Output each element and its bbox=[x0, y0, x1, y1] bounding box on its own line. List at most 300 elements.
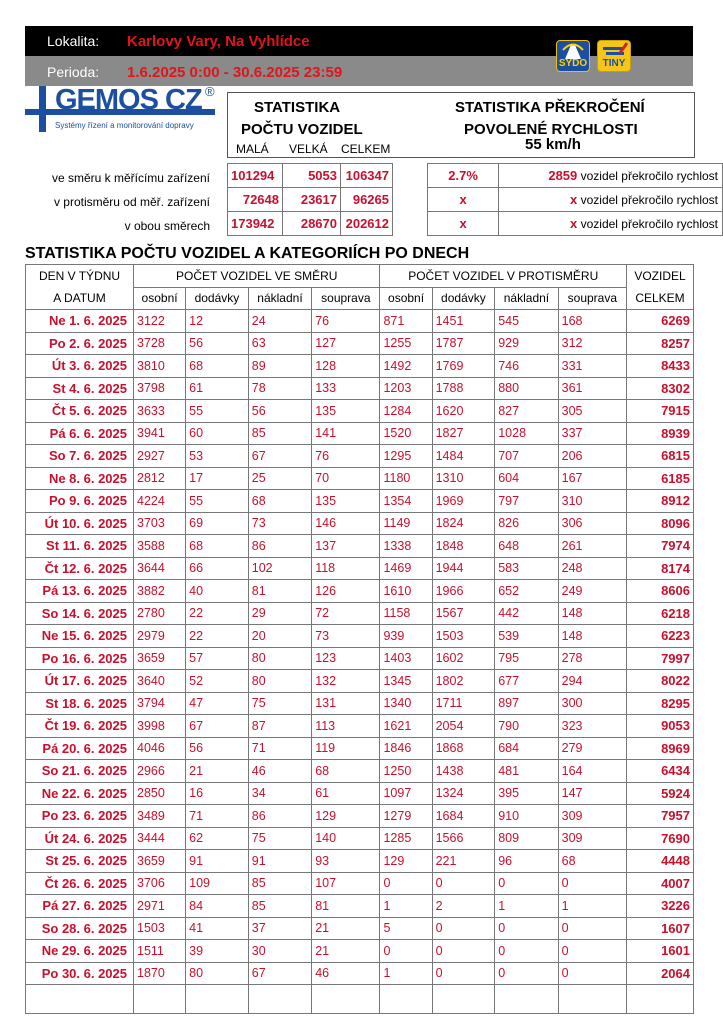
count-cell: 3882 bbox=[134, 580, 186, 603]
count-cell: 827 bbox=[495, 400, 558, 423]
count-cell: 648 bbox=[495, 535, 558, 558]
count-cell: 61 bbox=[186, 377, 249, 400]
count-cell: 2812 bbox=[134, 467, 186, 490]
summary-label-both: v obou směrech bbox=[124, 219, 210, 233]
count-cell: 78 bbox=[248, 377, 311, 400]
total-cell: 7974 bbox=[627, 535, 694, 558]
date-cell: Pá 20. 6. 2025 bbox=[26, 737, 134, 760]
count-cell: 0 bbox=[380, 872, 432, 895]
table-row bbox=[26, 310, 694, 333]
count-cell: 1503 bbox=[432, 625, 495, 648]
col-mala: MALÁ bbox=[236, 142, 269, 156]
count-cell: 1 bbox=[380, 962, 432, 985]
count-cell: 331 bbox=[558, 355, 626, 378]
count-cell: 128 bbox=[312, 355, 380, 378]
count-cell: 1158 bbox=[380, 602, 432, 625]
table-row bbox=[26, 490, 694, 513]
count-cell: 34 bbox=[248, 782, 311, 805]
count-cell: 73 bbox=[312, 625, 380, 648]
table-row bbox=[26, 962, 694, 985]
date-cell: Pá 27. 6. 2025 bbox=[26, 895, 134, 918]
count-cell: 1345 bbox=[380, 670, 432, 693]
count-cell: 109 bbox=[186, 872, 249, 895]
table-row bbox=[26, 625, 694, 648]
count-cell: 3659 bbox=[134, 647, 186, 670]
count-cell: 41 bbox=[186, 917, 249, 940]
count-cell: 5 bbox=[380, 917, 432, 940]
date-cell: Čt 12. 6. 2025 bbox=[26, 557, 134, 580]
count-cell: 3659 bbox=[134, 850, 186, 873]
date-cell: Po 2. 6. 2025 bbox=[26, 332, 134, 355]
celkem-value: 202612 bbox=[341, 212, 393, 236]
count-cell: 707 bbox=[495, 445, 558, 468]
count-cell: 91 bbox=[186, 850, 249, 873]
mala-value: 101294 bbox=[228, 164, 283, 188]
count-cell: 164 bbox=[558, 760, 626, 783]
count-cell: 24 bbox=[248, 310, 311, 333]
count-cell: 1567 bbox=[432, 602, 495, 625]
count-cell: 76 bbox=[312, 445, 380, 468]
count-cell: 70 bbox=[312, 467, 380, 490]
count-cell: 129 bbox=[380, 850, 432, 873]
date-cell: So 14. 6. 2025 bbox=[26, 602, 134, 625]
count-cell: 123 bbox=[312, 647, 380, 670]
count-cell: 3810 bbox=[134, 355, 186, 378]
daily-table-title: STATISTIKA POČTU VOZIDEL A KATEGORIÍCH PO DNECH bbox=[25, 245, 470, 262]
date-cell: So 28. 6. 2025 bbox=[26, 917, 134, 940]
head-total-2: CELKEM bbox=[627, 287, 694, 310]
count-cell: 3644 bbox=[134, 557, 186, 580]
speed-count: x bbox=[570, 216, 578, 231]
count-cell: 21 bbox=[186, 760, 249, 783]
count-cell: 55 bbox=[186, 400, 249, 423]
table-row bbox=[26, 715, 694, 738]
table-row bbox=[26, 670, 694, 693]
sydo-logo-icon bbox=[556, 40, 590, 72]
table-row bbox=[26, 512, 694, 535]
total-cell: 6223 bbox=[627, 625, 694, 648]
count-cell: 85 bbox=[248, 422, 311, 445]
speed-count: 2859 bbox=[548, 168, 578, 183]
count-cell: 261 bbox=[558, 535, 626, 558]
count-summary-table bbox=[227, 163, 393, 236]
count-cell: 167 bbox=[558, 467, 626, 490]
count-cell: 0 bbox=[495, 940, 558, 963]
subcol: souprava bbox=[312, 287, 380, 310]
count-cell: 2971 bbox=[134, 895, 186, 918]
count-cell: 56 bbox=[186, 332, 249, 355]
count-cell: 1520 bbox=[380, 422, 432, 445]
count-cell: 1802 bbox=[432, 670, 495, 693]
total-cell: 4448 bbox=[627, 850, 694, 873]
total-cell: 1601 bbox=[627, 940, 694, 963]
count-cell: 1787 bbox=[432, 332, 495, 355]
period-label: Perioda: bbox=[47, 64, 100, 80]
count-cell: 146 bbox=[312, 512, 380, 535]
count-cell: 12 bbox=[186, 310, 249, 333]
total-cell: 8096 bbox=[627, 512, 694, 535]
table-row bbox=[26, 692, 694, 715]
count-cell: 539 bbox=[495, 625, 558, 648]
table-row bbox=[26, 400, 694, 423]
count-cell: 337 bbox=[558, 422, 626, 445]
total-cell: 7915 bbox=[627, 400, 694, 423]
mala-value: 173942 bbox=[228, 212, 283, 236]
total-cell: 8606 bbox=[627, 580, 694, 603]
count-cell: 1438 bbox=[432, 760, 495, 783]
count-cell: 300 bbox=[558, 692, 626, 715]
count-cell: 310 bbox=[558, 490, 626, 513]
count-cell: 294 bbox=[558, 670, 626, 693]
count-cell: 73 bbox=[248, 512, 311, 535]
date-cell: Pá 13. 6. 2025 bbox=[26, 580, 134, 603]
count-cell: 652 bbox=[495, 580, 558, 603]
col-celkem: CELKEM bbox=[341, 142, 391, 156]
date-cell: Ne 22. 6. 2025 bbox=[26, 782, 134, 805]
total-cell bbox=[627, 985, 694, 1014]
count-cell: 127 bbox=[312, 332, 380, 355]
count-cell: 1503 bbox=[134, 917, 186, 940]
location-label: Lokalita: bbox=[47, 33, 100, 49]
count-cell: 1284 bbox=[380, 400, 432, 423]
count-cell: 56 bbox=[248, 400, 311, 423]
count-cell: 1469 bbox=[380, 557, 432, 580]
count-cell: 1511 bbox=[134, 940, 186, 963]
count-cell: 75 bbox=[248, 827, 311, 850]
total-cell: 5924 bbox=[627, 782, 694, 805]
gemos-logo bbox=[25, 86, 220, 146]
count-cell: 75 bbox=[248, 692, 311, 715]
date-cell: Čt 5. 6. 2025 bbox=[26, 400, 134, 423]
gemos-tagline: Systémy řízení a monitorování dopravy bbox=[55, 121, 194, 130]
count-cell bbox=[248, 985, 311, 1014]
count-cell: 248 bbox=[558, 557, 626, 580]
count-cell: 1250 bbox=[380, 760, 432, 783]
count-cell bbox=[186, 985, 249, 1014]
count-cell: 278 bbox=[558, 647, 626, 670]
table-row bbox=[26, 760, 694, 783]
count-title-2: POČTU VOZIDEL bbox=[241, 121, 363, 138]
table-row bbox=[26, 467, 694, 490]
count-cell: 46 bbox=[312, 962, 380, 985]
count-cell: 0 bbox=[380, 940, 432, 963]
count-cell: 29 bbox=[248, 602, 311, 625]
count-cell: 68 bbox=[248, 490, 311, 513]
count-cell bbox=[558, 985, 626, 1014]
speed-desc-text: vozidel překročilo rychlost bbox=[580, 169, 718, 183]
count-cell: 61 bbox=[312, 782, 380, 805]
count-cell: 147 bbox=[558, 782, 626, 805]
velka-value: 23617 bbox=[283, 188, 341, 212]
speed-limit: 55 km/h bbox=[525, 136, 581, 153]
speed-desc bbox=[499, 164, 723, 188]
count-cell: 86 bbox=[248, 805, 311, 828]
registered-icon: ® bbox=[205, 84, 215, 99]
tiny-logo-text: TINY bbox=[602, 58, 626, 69]
daily-header-row bbox=[26, 265, 694, 288]
date-cell: So 7. 6. 2025 bbox=[26, 445, 134, 468]
head-day: DEN V TÝDNU bbox=[26, 265, 134, 288]
count-cell: 67 bbox=[248, 445, 311, 468]
count-cell: 118 bbox=[312, 557, 380, 580]
count-cell: 21 bbox=[312, 917, 380, 940]
count-cell: 3794 bbox=[134, 692, 186, 715]
count-cell: 481 bbox=[495, 760, 558, 783]
count-cell: 53 bbox=[186, 445, 249, 468]
count-cell: 135 bbox=[312, 400, 380, 423]
count-cell bbox=[312, 985, 380, 1014]
table-row bbox=[26, 355, 694, 378]
count-cell: 1180 bbox=[380, 467, 432, 490]
table-row bbox=[26, 557, 694, 580]
count-cell: 21 bbox=[312, 940, 380, 963]
gemos-brand: GEMOS CZ bbox=[55, 84, 202, 116]
count-cell: 2780 bbox=[134, 602, 186, 625]
date-cell: St 18. 6. 2025 bbox=[26, 692, 134, 715]
col-velka: VELKÁ bbox=[289, 142, 328, 156]
count-cell: 96 bbox=[495, 850, 558, 873]
count-cell: 68 bbox=[312, 760, 380, 783]
speed-desc bbox=[499, 212, 723, 236]
count-cell: 1484 bbox=[432, 445, 495, 468]
head-direction: POČET VOZIDEL VE SMĚRU bbox=[134, 265, 380, 288]
date-cell: Po 30. 6. 2025 bbox=[26, 962, 134, 985]
count-cell: 1338 bbox=[380, 535, 432, 558]
period-value: 1.6.2025 0:00 - 30.6.2025 23:59 bbox=[127, 64, 343, 81]
count-cell: 2 bbox=[432, 895, 495, 918]
count-cell: 309 bbox=[558, 805, 626, 828]
subcol: dodávky bbox=[432, 287, 495, 310]
count-cell: 93 bbox=[312, 850, 380, 873]
count-cell: 1403 bbox=[380, 647, 432, 670]
speed-pct: x bbox=[428, 212, 499, 236]
count-cell: 1340 bbox=[380, 692, 432, 715]
count-cell: 0 bbox=[432, 962, 495, 985]
count-title-1: STATISTIKA bbox=[254, 99, 341, 116]
count-cell: 279 bbox=[558, 737, 626, 760]
date-cell: Út 3. 6. 2025 bbox=[26, 355, 134, 378]
count-cell: 39 bbox=[186, 940, 249, 963]
count-cell: 2979 bbox=[134, 625, 186, 648]
summary-label-opp: v protisměru od měř. zařízení bbox=[53, 195, 210, 209]
count-cell: 3703 bbox=[134, 512, 186, 535]
count-cell: 0 bbox=[495, 872, 558, 895]
count-cell: 80 bbox=[248, 670, 311, 693]
speed-pct: 2.7% bbox=[428, 164, 499, 188]
speed-row bbox=[428, 188, 723, 212]
date-cell: Ne 1. 6. 2025 bbox=[26, 310, 134, 333]
mala-value: 72648 bbox=[228, 188, 283, 212]
velka-value: 28670 bbox=[283, 212, 341, 236]
count-cell: 1097 bbox=[380, 782, 432, 805]
count-cell: 0 bbox=[558, 962, 626, 985]
count-cell: 30 bbox=[248, 940, 311, 963]
count-cell: 939 bbox=[380, 625, 432, 648]
count-cell: 56 bbox=[186, 737, 249, 760]
count-cell: 3941 bbox=[134, 422, 186, 445]
total-cell: 8939 bbox=[627, 422, 694, 445]
count-cell: 69 bbox=[186, 512, 249, 535]
count-cell: 809 bbox=[495, 827, 558, 850]
total-cell: 8912 bbox=[627, 490, 694, 513]
count-cell: 68 bbox=[558, 850, 626, 873]
period-bar bbox=[25, 56, 693, 86]
count-cell: 0 bbox=[495, 962, 558, 985]
count-cell: 746 bbox=[495, 355, 558, 378]
count-cell: 3633 bbox=[134, 400, 186, 423]
total-cell: 6815 bbox=[627, 445, 694, 468]
speed-row bbox=[428, 164, 723, 188]
count-cell bbox=[134, 985, 186, 1014]
count-cell: 71 bbox=[186, 805, 249, 828]
summary-row bbox=[228, 212, 393, 236]
count-cell: 2850 bbox=[134, 782, 186, 805]
table-row bbox=[26, 895, 694, 918]
summary-row bbox=[228, 164, 393, 188]
date-cell: Pá 6. 6. 2025 bbox=[26, 422, 134, 445]
summary-label-dir: ve směru k měřícímu zařízení bbox=[51, 171, 210, 185]
speed-title-2: POVOLENÉ RYCHLOSTI bbox=[464, 121, 638, 138]
count-cell bbox=[432, 985, 495, 1014]
date-cell: Ne 15. 6. 2025 bbox=[26, 625, 134, 648]
count-cell: 1602 bbox=[432, 647, 495, 670]
table-row bbox=[26, 602, 694, 625]
count-cell: 63 bbox=[248, 332, 311, 355]
head-day-2: A DATUM bbox=[26, 287, 134, 310]
count-cell: 1966 bbox=[432, 580, 495, 603]
count-cell: 89 bbox=[248, 355, 311, 378]
table-row bbox=[26, 782, 694, 805]
count-cell: 1848 bbox=[432, 535, 495, 558]
count-cell: 67 bbox=[248, 962, 311, 985]
count-cell: 137 bbox=[312, 535, 380, 558]
table-row bbox=[26, 805, 694, 828]
count-cell: 148 bbox=[558, 602, 626, 625]
total-cell: 8302 bbox=[627, 377, 694, 400]
count-cell: 80 bbox=[186, 962, 249, 985]
count-cell: 1566 bbox=[432, 827, 495, 850]
count-cell: 1028 bbox=[495, 422, 558, 445]
speed-count: x bbox=[570, 192, 578, 207]
count-cell: 55 bbox=[186, 490, 249, 513]
count-cell: 68 bbox=[186, 355, 249, 378]
count-cell: 71 bbox=[248, 737, 311, 760]
total-cell: 2064 bbox=[627, 962, 694, 985]
count-cell: 1 bbox=[558, 895, 626, 918]
sydo-logo-text: SYDO bbox=[558, 58, 588, 69]
total-cell: 7690 bbox=[627, 827, 694, 850]
count-cell: 81 bbox=[312, 895, 380, 918]
count-cell: 119 bbox=[312, 737, 380, 760]
count-cell: 133 bbox=[312, 377, 380, 400]
subcol: osobní bbox=[380, 287, 432, 310]
count-cell: 3444 bbox=[134, 827, 186, 850]
count-cell: 86 bbox=[248, 535, 311, 558]
count-cell: 80 bbox=[248, 647, 311, 670]
count-cell: 604 bbox=[495, 467, 558, 490]
date-cell: Čt 19. 6. 2025 bbox=[26, 715, 134, 738]
count-cell: 880 bbox=[495, 377, 558, 400]
total-cell: 7997 bbox=[627, 647, 694, 670]
count-cell: 1684 bbox=[432, 805, 495, 828]
head-opposite: POČET VOZIDEL V PROTISMĚRU bbox=[380, 265, 627, 288]
table-row bbox=[26, 917, 694, 940]
date-cell: Ne 8. 6. 2025 bbox=[26, 467, 134, 490]
count-cell: 140 bbox=[312, 827, 380, 850]
subcol: nákladní bbox=[248, 287, 311, 310]
total-cell: 8433 bbox=[627, 355, 694, 378]
total-cell: 8174 bbox=[627, 557, 694, 580]
count-cell: 168 bbox=[558, 310, 626, 333]
count-cell: 826 bbox=[495, 512, 558, 535]
table-row bbox=[26, 872, 694, 895]
statistics-header-box bbox=[227, 92, 695, 158]
count-cell: 305 bbox=[558, 400, 626, 423]
count-cell: 0 bbox=[558, 917, 626, 940]
count-cell: 221 bbox=[432, 850, 495, 873]
count-cell bbox=[495, 985, 558, 1014]
count-cell: 1788 bbox=[432, 377, 495, 400]
count-cell: 929 bbox=[495, 332, 558, 355]
count-cell: 1846 bbox=[380, 737, 432, 760]
total-cell: 8257 bbox=[627, 332, 694, 355]
count-cell: 85 bbox=[248, 895, 311, 918]
count-cell: 87 bbox=[248, 715, 311, 738]
count-cell: 1870 bbox=[134, 962, 186, 985]
speed-desc-text: vozidel překročilo rychlost bbox=[580, 193, 718, 207]
count-cell: 129 bbox=[312, 805, 380, 828]
table-row bbox=[26, 580, 694, 603]
count-cell: 545 bbox=[495, 310, 558, 333]
speed-desc-text: vozidel překročilo rychlost bbox=[580, 217, 718, 231]
count-cell: 20 bbox=[248, 625, 311, 648]
total-cell: 6218 bbox=[627, 602, 694, 625]
count-cell: 131 bbox=[312, 692, 380, 715]
count-cell: 583 bbox=[495, 557, 558, 580]
table-row bbox=[26, 422, 694, 445]
count-cell: 17 bbox=[186, 467, 249, 490]
count-cell: 1 bbox=[380, 895, 432, 918]
table-row bbox=[26, 985, 694, 1014]
count-cell: 910 bbox=[495, 805, 558, 828]
table-row bbox=[26, 647, 694, 670]
count-cell: 1824 bbox=[432, 512, 495, 535]
count-cell: 0 bbox=[558, 872, 626, 895]
count-cell: 1711 bbox=[432, 692, 495, 715]
date-cell: Po 16. 6. 2025 bbox=[26, 647, 134, 670]
location-value: Karlovy Vary, Na Vyhlídce bbox=[127, 33, 310, 50]
count-cell: 67 bbox=[186, 715, 249, 738]
count-cell: 22 bbox=[186, 602, 249, 625]
total-cell: 8022 bbox=[627, 670, 694, 693]
count-cell: 3489 bbox=[134, 805, 186, 828]
table-row bbox=[26, 445, 694, 468]
head-total: VOZIDEL bbox=[627, 265, 694, 288]
count-cell: 148 bbox=[558, 625, 626, 648]
table-row bbox=[26, 940, 694, 963]
count-cell: 141 bbox=[312, 422, 380, 445]
count-cell: 0 bbox=[432, 940, 495, 963]
count-cell: 1969 bbox=[432, 490, 495, 513]
count-cell: 1769 bbox=[432, 355, 495, 378]
count-cell: 52 bbox=[186, 670, 249, 693]
subcol: souprava bbox=[558, 287, 626, 310]
date-cell: Po 9. 6. 2025 bbox=[26, 490, 134, 513]
date-cell: Po 23. 6. 2025 bbox=[26, 805, 134, 828]
count-cell: 62 bbox=[186, 827, 249, 850]
daily-subheader-row bbox=[26, 287, 694, 310]
total-cell: 6185 bbox=[627, 467, 694, 490]
